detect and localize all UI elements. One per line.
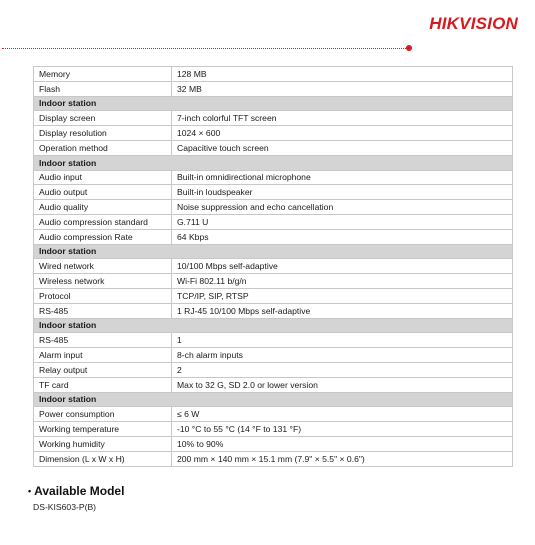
- section-header-row: [34, 96, 513, 111]
- spec-value: -10 °C to 55 °C (14 °F to 131 °F): [172, 422, 513, 437]
- spec-value: Capacitive touch screen: [172, 140, 513, 155]
- section-header: Indoor station: [34, 392, 513, 407]
- spec-row: [34, 259, 513, 274]
- spec-value: 64 Kbps: [172, 229, 513, 244]
- hikvision-logo: [429, 14, 518, 34]
- header-divider: [2, 48, 406, 49]
- available-model-number: DS-KIS603-P(B): [33, 502, 97, 512]
- spec-row: [34, 362, 513, 377]
- spec-label: Audio compression Rate: [34, 229, 172, 244]
- section-header: Indoor station: [34, 96, 513, 111]
- spec-row: [34, 214, 513, 229]
- spec-row: [34, 348, 513, 363]
- spec-value: 1024 × 600: [172, 126, 513, 141]
- spec-label: Wireless network: [34, 274, 172, 289]
- spec-row: [34, 377, 513, 392]
- logo-text-hik: HIK: [429, 14, 460, 33]
- spec-value: ≤ 6 W: [172, 407, 513, 422]
- spec-value: Max to 32 G, SD 2.0 or lower version: [172, 377, 513, 392]
- available-model-heading: [28, 484, 124, 498]
- spec-label: Memory: [34, 67, 172, 82]
- spec-label: Wired network: [34, 259, 172, 274]
- spec-label: Dimension (L x W x H): [34, 451, 172, 466]
- spec-row: [34, 185, 513, 200]
- spec-row: [34, 303, 513, 318]
- section-header-row: [34, 318, 513, 333]
- spec-label: Display resolution: [34, 126, 172, 141]
- spec-value: 1: [172, 333, 513, 348]
- spec-label: Audio compression standard: [34, 214, 172, 229]
- spec-label: Protocol: [34, 288, 172, 303]
- spec-value: 200 mm × 140 mm × 15.1 mm (7.9" × 5.5" × 0.6"): [172, 451, 513, 466]
- spec-value: 32 MB: [172, 81, 513, 96]
- section-header: Indoor station: [34, 244, 513, 259]
- spec-row: [34, 333, 513, 348]
- spec-value: 2: [172, 362, 513, 377]
- specification-table: [33, 66, 513, 467]
- spec-row: [34, 200, 513, 215]
- available-model-title: Available Model: [34, 484, 125, 498]
- spec-value: 128 MB: [172, 67, 513, 82]
- spec-value: TCP/IP, SIP, RTSP: [172, 288, 513, 303]
- spec-label: Audio input: [34, 170, 172, 185]
- spec-row: [34, 111, 513, 126]
- spec-row: [34, 407, 513, 422]
- spec-row: [34, 140, 513, 155]
- bullet-icon: •: [28, 486, 32, 496]
- spec-value: Wi-Fi 802.11 b/g/n: [172, 274, 513, 289]
- spec-label: Audio quality: [34, 200, 172, 215]
- spec-label: Audio output: [34, 185, 172, 200]
- spec-value: Built-in omnidirectional microphone: [172, 170, 513, 185]
- spec-label: Relay output: [34, 362, 172, 377]
- header-divider-dot: [406, 45, 412, 51]
- spec-label: Working temperature: [34, 422, 172, 437]
- spec-row: [34, 67, 513, 82]
- spec-row: [34, 422, 513, 437]
- spec-row: [34, 451, 513, 466]
- section-header: Indoor station: [34, 155, 513, 170]
- spec-row: [34, 170, 513, 185]
- spec-value: 7-inch colorful TFT screen: [172, 111, 513, 126]
- spec-label: Alarm input: [34, 348, 172, 363]
- section-header-row: [34, 392, 513, 407]
- spec-row: [34, 81, 513, 96]
- section-header: Indoor station: [34, 318, 513, 333]
- spec-value: G.711 U: [172, 214, 513, 229]
- spec-row: [34, 229, 513, 244]
- spec-value: 10/100 Mbps self-adaptive: [172, 259, 513, 274]
- spec-value: Noise suppression and echo cancellation: [172, 200, 513, 215]
- spec-label: Operation method: [34, 140, 172, 155]
- spec-row: [34, 288, 513, 303]
- spec-value: 8-ch alarm inputs: [172, 348, 513, 363]
- section-header-row: [34, 155, 513, 170]
- spec-label: Power consumption: [34, 407, 172, 422]
- section-header-row: [34, 244, 513, 259]
- spec-value: 10% to 90%: [172, 436, 513, 451]
- spec-row: [34, 436, 513, 451]
- spec-label: RS-485: [34, 333, 172, 348]
- spec-label: Display screen: [34, 111, 172, 126]
- spec-row: [34, 274, 513, 289]
- spec-label: Flash: [34, 81, 172, 96]
- spec-value: Built-in loudspeaker: [172, 185, 513, 200]
- spec-label: Working humidity: [34, 436, 172, 451]
- logo-text-vision: VISION: [459, 14, 518, 33]
- spec-label: TF card: [34, 377, 172, 392]
- spec-row: [34, 126, 513, 141]
- spec-value: 1 RJ-45 10/100 Mbps self-adaptive: [172, 303, 513, 318]
- specification-table-body: [34, 67, 513, 467]
- spec-label: RS-485: [34, 303, 172, 318]
